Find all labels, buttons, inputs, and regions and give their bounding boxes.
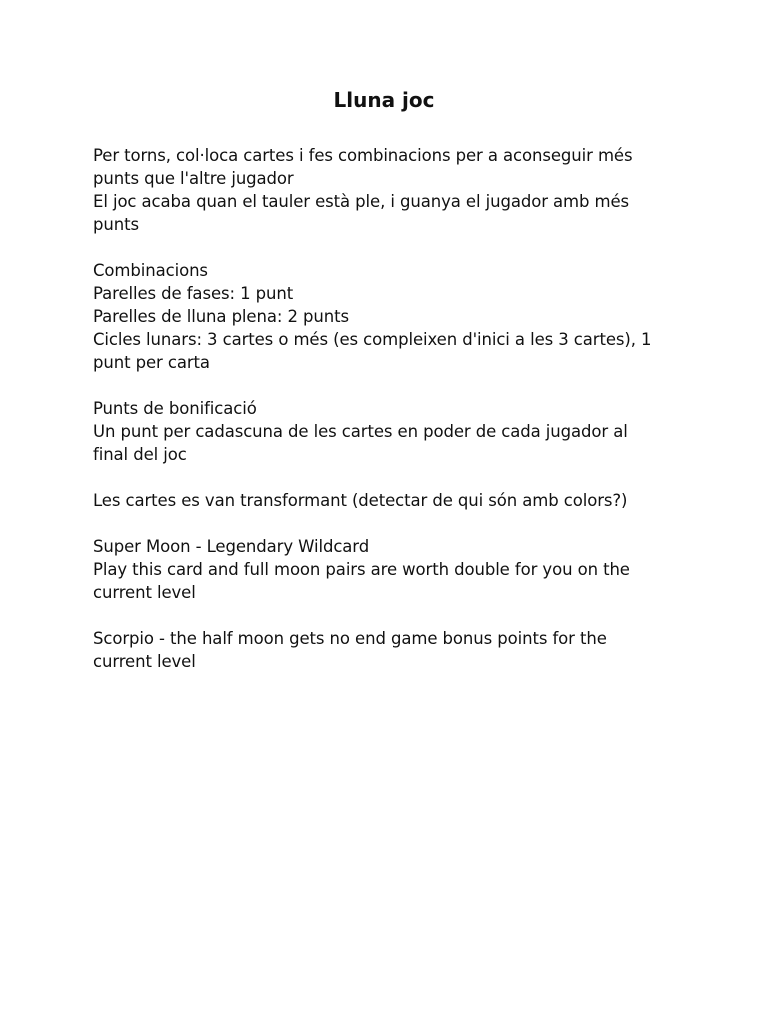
text-line: Combinacions — [93, 261, 208, 280]
text-line: Cicles lunars: 3 cartes o més (es compleixen d'inici a les 3 cartes), 1 — [93, 330, 652, 349]
text-line: Play this card and full moon pairs are worth double for you on the — [93, 560, 630, 579]
text-line: Punts de bonificació — [93, 399, 257, 418]
text-line: punts — [93, 215, 139, 234]
document-body — [93, 144, 673, 696]
text-line: El joc acaba quan el tauler està ple, i guanya el jugador amb més — [93, 192, 630, 211]
text-line: Un punt per cadascuna de les cartes en poder de cada jugador al — [93, 422, 628, 441]
text-line: Per torns, col·loca cartes i fes combinacions per a aconseguir més — [93, 146, 633, 165]
text-line: current level — [93, 583, 196, 602]
text-line: current level — [93, 652, 196, 671]
paragraph-rules — [93, 144, 673, 236]
paragraph-super-moon — [93, 535, 673, 604]
text-line: Parelles de fases: 1 punt — [93, 284, 294, 303]
paragraph-transforming-cards — [93, 489, 673, 512]
paragraph-bonus-points — [93, 397, 673, 466]
text-line: Parelles de lluna plena: 2 punts — [93, 307, 349, 326]
text-line: Scorpio - the half moon gets no end game bonus points for the — [93, 629, 607, 648]
document-title: Lluna joc — [333, 88, 435, 112]
text-line: Super Moon - Legendary Wildcard — [93, 537, 370, 556]
text-line: punt per carta — [93, 353, 210, 372]
paragraph-combinations — [93, 259, 673, 374]
text-line: punts que l'altre jugador — [93, 169, 294, 188]
text-line: final del joc — [93, 445, 187, 464]
text-line: Les cartes es van transformant (detectar de qui són amb colors?) — [93, 491, 628, 510]
paragraph-scorpio — [93, 627, 673, 673]
